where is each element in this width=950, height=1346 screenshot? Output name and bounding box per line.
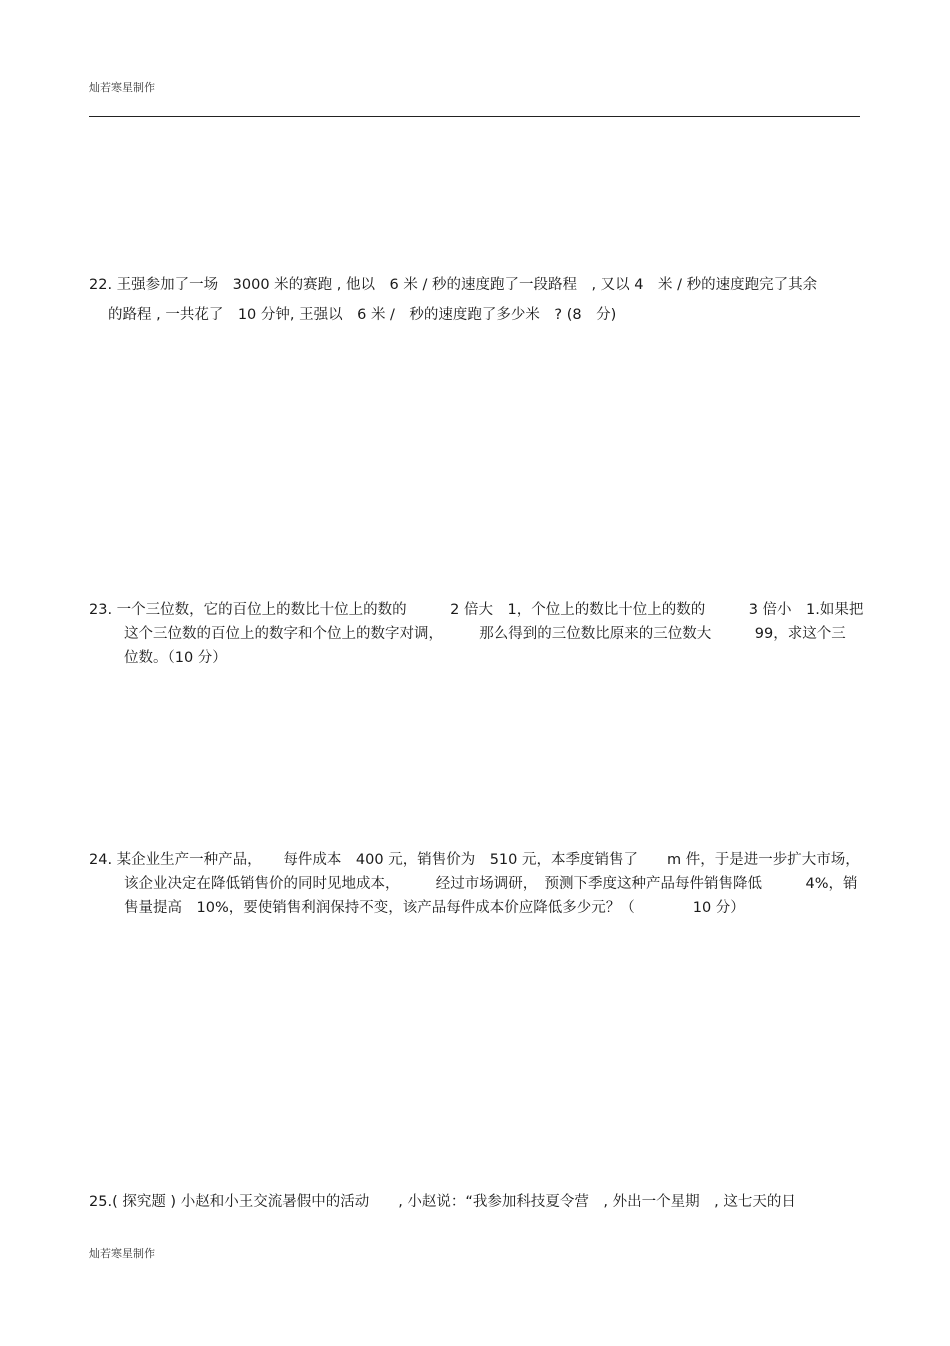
question-number: 24. <box>89 852 113 868</box>
question-22 <box>89 270 861 330</box>
question-number: 22. <box>89 277 113 293</box>
question-text: 王强参加了一场 3000 米的赛跑 , 他以 6 米 / 秒的速度跑了一段路程 , 又以 4 米 / 秒的速度跑完了其余 <box>116 277 818 293</box>
question-24 <box>89 848 861 920</box>
header-divider <box>89 116 860 117</box>
question-line <box>89 848 861 872</box>
question-line: 该企业决定在降低销售价的同时见地成本， 经过市场调研， 预测下季度这种产品每件销售降低 4%，销 <box>124 876 858 892</box>
question-text: ( 探究题 ) 小赵和小王交流暑假中的活动 , 小赵说：“我参加科技夏令营 , 外出一个星期 , 这七天的日 <box>112 1194 796 1210</box>
question-line: 售量提高 10%，要使销售利润保持不变，该产品每件成本价应降低多少元？（ 10 分） <box>124 900 745 916</box>
page-header: 灿若寒星制作 <box>89 81 155 94</box>
question-line: 位数。（10 分） <box>124 650 227 666</box>
question-number: 25. <box>89 1194 113 1210</box>
question-text: 某企业生产一种产品， 每件成本 400 元，销售价为 510 元，本季度销售了 m 件，于是进一步扩大市场， <box>116 852 860 868</box>
question-line <box>89 1190 861 1214</box>
question-23 <box>89 598 864 670</box>
question-number: 23. <box>89 602 113 618</box>
question-text: 一个三位数，它的百位上的数比十位上的数的 2 倍大 1，个位上的数比十位上的数的 3 倍小 1.如果把 <box>116 602 864 618</box>
question-line: 的路程 , 一共花了 10 分钟, 王强以 6 米 / 秒的速度跑了多少米 ? (8 分) <box>108 307 617 323</box>
question-line: 这个三位数的百位上的数字和个位上的数字对调， 那么得到的三位数比原来的三位数大 99，求这个三 <box>124 626 846 642</box>
question-line <box>89 270 861 300</box>
question-line <box>89 598 864 622</box>
page-footer: 灿若寒星制作 <box>89 1247 155 1260</box>
question-25 <box>89 1190 861 1214</box>
